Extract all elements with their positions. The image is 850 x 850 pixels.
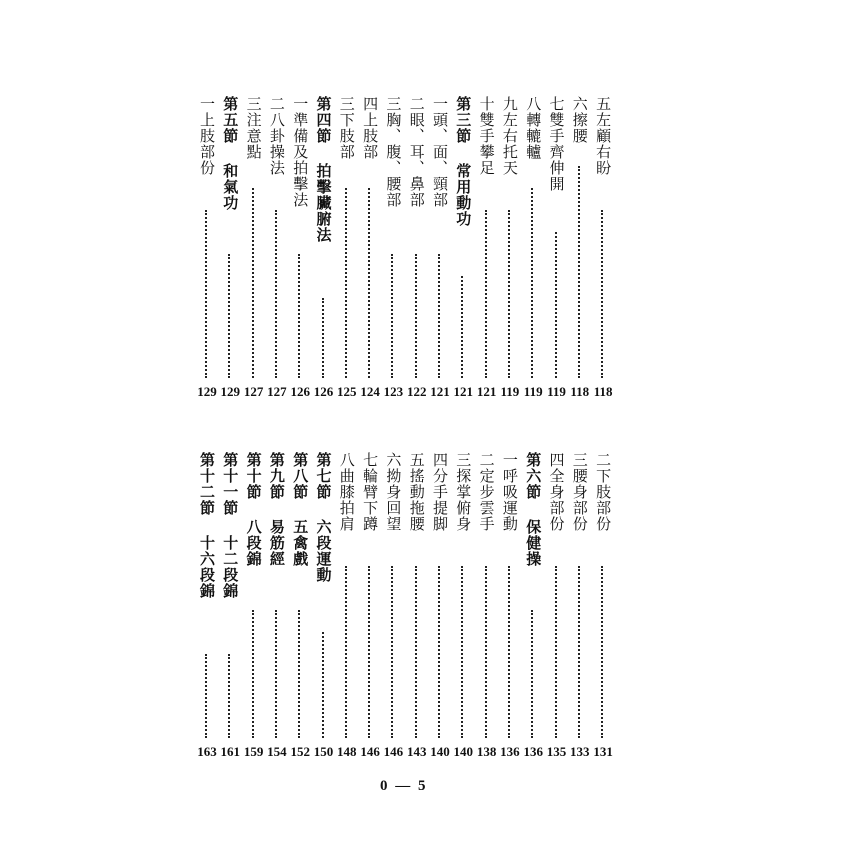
- toc-page-number: 127: [267, 384, 287, 399]
- toc-page-number: 129: [220, 384, 241, 399]
- dot-leader: [508, 210, 510, 378]
- toc-entry-title: 九左右托天: [500, 96, 519, 176]
- toc-entry-title: 八曲膝拍肩: [337, 452, 356, 532]
- toc-entry-title: 十雙手攀足: [477, 96, 496, 176]
- toc-page-number: 121: [430, 384, 450, 399]
- toc-section-title: 第三節 常用動功: [454, 96, 473, 227]
- toc-section-title: 第十二節 十六段錦: [198, 452, 216, 599]
- dot-leader: [252, 610, 254, 738]
- dot-leader: [298, 610, 300, 738]
- dot-leader: [275, 210, 277, 378]
- toc-page-number: 143: [406, 744, 427, 759]
- dot-leader: [205, 654, 207, 738]
- toc-page-number: 121: [476, 384, 497, 399]
- toc-page-number: 159: [243, 744, 264, 759]
- dot-leader: [415, 254, 417, 378]
- toc-entry-title: 四全身部份: [547, 452, 566, 532]
- dot-leader: [368, 188, 370, 378]
- toc-entry-title: 二定步雲手: [477, 452, 496, 532]
- dot-leader: [415, 566, 417, 738]
- toc-entry-title: 七輪臂下蹲: [361, 452, 380, 532]
- toc-entry-title: 五搖動拖腰: [407, 452, 426, 532]
- toc-page-number: 126: [290, 384, 310, 399]
- toc-page-number: 136: [500, 744, 520, 759]
- toc-section-title: 第七節 六段運動: [314, 452, 333, 583]
- toc-page-number: 121: [453, 384, 474, 399]
- dot-leader: [368, 566, 370, 738]
- toc-page-number: 126: [313, 384, 334, 399]
- dot-leader: [578, 166, 580, 378]
- toc-section-title: 第九節 易筋經: [267, 452, 286, 567]
- dot-leader: [322, 632, 324, 738]
- dot-leader: [601, 210, 603, 378]
- dot-leader: [485, 566, 487, 738]
- toc-entry-title: 三胸、腹、腰部: [384, 96, 403, 208]
- dot-leader: [601, 566, 603, 738]
- dot-leader: [555, 566, 557, 738]
- dot-leader: [322, 298, 324, 378]
- toc-entry-title: 六擦腰: [570, 96, 589, 144]
- dot-leader: [228, 654, 230, 738]
- toc-page-number: 119: [500, 384, 520, 399]
- toc-page-number: 123: [383, 384, 404, 399]
- toc-entry-title: 一呼吸運動: [500, 452, 519, 532]
- toc-page-number: 136: [523, 744, 543, 759]
- toc-page-number: 129: [197, 384, 217, 399]
- toc-page-number: 146: [383, 744, 404, 759]
- dot-leader: [391, 566, 393, 738]
- toc-page-number: 118: [593, 384, 613, 399]
- dot-leader: [252, 188, 254, 378]
- dot-leader: [391, 254, 393, 378]
- toc-page-number: 152: [290, 744, 310, 759]
- toc-section-title: 第十一節 十二段錦: [221, 452, 240, 599]
- toc-entry-title: 二八卦操法: [267, 96, 286, 176]
- toc-section-title: 第六節 保健操: [524, 452, 543, 567]
- toc-page-number: 150: [313, 744, 334, 759]
- toc-entry-title: 五左顧右盼: [594, 96, 613, 176]
- toc-page-number: 140: [430, 744, 450, 759]
- toc-entry-title: 七雙手齊伸開: [547, 96, 566, 192]
- dot-leader: [438, 566, 440, 738]
- toc-entry-title: 一上肢部份: [198, 96, 216, 176]
- toc-entry-title: 四上肢部: [361, 96, 380, 160]
- toc-entry-title: 四分手提脚: [431, 452, 449, 532]
- toc-page-number: 148: [337, 744, 357, 759]
- toc-page-number: 125: [337, 384, 357, 399]
- toc-page-number: 119: [523, 384, 543, 399]
- toc-entry-title: 三下肢部: [337, 96, 356, 160]
- toc-page-number: 122: [406, 384, 427, 399]
- toc-page-number: 131: [593, 744, 613, 759]
- toc-section-title: 第十節 八段錦: [244, 452, 263, 567]
- toc-page-number: 127: [243, 384, 264, 399]
- dot-leader: [531, 188, 533, 378]
- toc-page-number: 154: [267, 744, 287, 759]
- toc-page-number: 163: [197, 744, 217, 759]
- toc-entry-title: 二下肢部份: [594, 452, 613, 532]
- toc-entry-title: 二眼、耳、鼻部: [407, 96, 426, 208]
- toc-page-number: 146: [360, 744, 380, 759]
- dot-leader: [438, 254, 440, 378]
- toc-section-title: 第五節 和氣功: [221, 96, 240, 211]
- dot-leader: [205, 210, 207, 378]
- dot-leader: [531, 610, 533, 738]
- dot-leader: [555, 232, 557, 378]
- dot-leader: [461, 276, 463, 378]
- dot-leader: [461, 566, 463, 738]
- page-number: 0 — 5: [380, 778, 428, 794]
- toc-page-number: 138: [476, 744, 497, 759]
- dot-leader: [275, 610, 277, 738]
- toc-page-number: 124: [360, 384, 380, 399]
- dot-leader: [298, 254, 300, 378]
- toc-entry-title: 三探掌俯身: [454, 452, 473, 532]
- toc-entry-title: 一頭、面、頸部: [431, 96, 449, 208]
- toc-page-number: 161: [220, 744, 241, 759]
- dot-leader: [345, 566, 347, 738]
- toc-entry-title: 三注意點: [244, 96, 263, 160]
- toc-section-title: 第四節 拍擊臟腑法: [314, 96, 333, 243]
- toc-entry-title: 三腰身部份: [570, 452, 589, 532]
- dot-leader: [578, 566, 580, 738]
- toc-page-number: 118: [570, 384, 590, 399]
- toc-section-title: 第八節 五禽戲: [291, 452, 310, 567]
- toc-page-number: 135: [546, 744, 567, 759]
- toc-entry-title: 六拗身回望: [384, 452, 403, 532]
- toc-entry-title: 八轉轆轤: [524, 96, 543, 160]
- toc-entry-title: 一準備及拍擊法: [291, 96, 310, 208]
- toc-page-number: 119: [547, 384, 566, 399]
- toc-page-number: 133: [570, 744, 590, 759]
- dot-leader: [228, 254, 230, 378]
- dot-leader: [508, 566, 510, 738]
- toc-page-number: 140: [453, 744, 474, 759]
- dot-leader: [345, 188, 347, 378]
- dot-leader: [485, 210, 487, 378]
